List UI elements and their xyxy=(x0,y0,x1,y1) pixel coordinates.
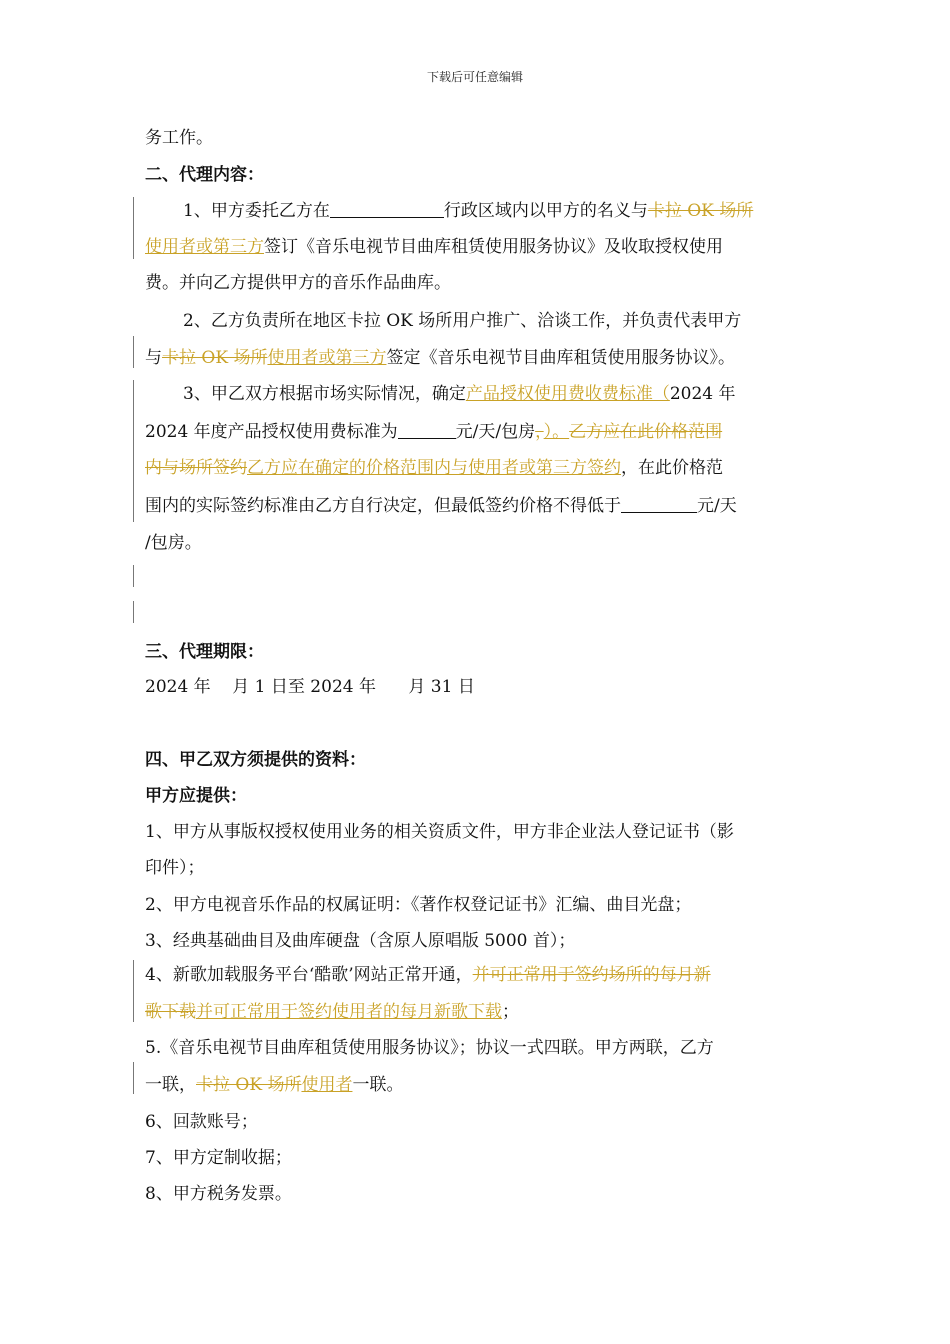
sub-heading xyxy=(145,784,810,808)
list-item xyxy=(145,856,810,880)
text: 印件）； xyxy=(145,858,205,878)
inserted-text: 使用者或第三方 xyxy=(145,237,264,257)
change-bar xyxy=(133,565,134,587)
text: 务工作。 xyxy=(145,128,213,148)
text: 与 xyxy=(145,348,162,368)
text: 元/天 xyxy=(697,496,737,516)
text: 费。并向乙方提供甲方的音乐作品曲库。 xyxy=(145,273,451,293)
change-bar xyxy=(133,601,134,623)
paragraph-line xyxy=(183,309,810,333)
text: 3、甲乙双方根据市场实际情况，确定 xyxy=(183,384,466,404)
text: ； xyxy=(502,1002,519,1022)
text: 6、回款账号； xyxy=(145,1112,258,1132)
text: 签定《音乐电视节目曲库租赁使用服务协议》。 xyxy=(386,348,735,368)
inserted-text: ）。 xyxy=(543,422,570,442)
text: 2024 年 xyxy=(669,384,736,404)
list-item xyxy=(145,893,810,917)
text: 一联， xyxy=(145,1075,196,1095)
paragraph-line xyxy=(145,456,810,480)
text: 4、新歌加载服务平台‘酷歌’网站正常开通， xyxy=(145,965,473,985)
list-item xyxy=(145,963,810,987)
text: 签订《音乐电视节目曲库租赁使用服务协议》及收取授权使用 xyxy=(264,237,723,257)
deleted-text: 卡拉 OK 场所 xyxy=(162,348,268,368)
fill-blank xyxy=(398,420,456,439)
text: 1、甲方委托乙方在 xyxy=(183,201,330,221)
list-item xyxy=(145,1110,810,1134)
deleted-text: 内与场所签约 xyxy=(145,458,247,478)
paragraph-line xyxy=(145,346,810,370)
paragraph-line xyxy=(145,235,810,259)
text: 5.《音乐电视节目曲库租赁使用服务协议》；协议一式四联。甲方两联，乙方 xyxy=(145,1038,714,1058)
text: 行政区域内以甲方的名义与 xyxy=(443,201,648,221)
paragraph-line xyxy=(145,675,810,699)
list-item xyxy=(145,1036,810,1060)
list-item xyxy=(145,1182,810,1206)
section-heading-2 xyxy=(145,163,810,187)
text: 7、甲方定制收据； xyxy=(145,1148,292,1168)
inserted-text: 使用者 xyxy=(301,1075,353,1095)
paragraph-line xyxy=(145,494,810,518)
text: /包房。 xyxy=(145,533,202,553)
heading-text: 二、代理内容： xyxy=(145,165,264,185)
text: 3、经典基础曲目及曲库硬盘（含原人原唱版 5000 首）； xyxy=(145,931,576,951)
list-item xyxy=(145,820,810,844)
term-text: 2024 年 月 1 日至 2024 年 月 31 日 xyxy=(145,677,475,697)
fill-blank xyxy=(621,494,697,513)
inserted-text: 并可正常用于签约使用者的每月新歌下载 xyxy=(196,1002,502,1022)
list-item xyxy=(145,929,810,953)
text: 8、甲方税务发票。 xyxy=(145,1184,292,1204)
deleted-text: 卡拉 OK 场所 xyxy=(647,201,754,221)
heading-text: 四、甲乙双方须提供的资料： xyxy=(145,750,366,770)
deleted-text: 乙方应在此价格范围 xyxy=(569,422,723,442)
paragraph-line xyxy=(145,420,810,444)
heading-text: 三、代理期限： xyxy=(145,642,264,662)
change-bar xyxy=(133,380,134,522)
inserted-text: 使用者或第三方 xyxy=(267,348,387,368)
change-bar xyxy=(133,1062,134,1094)
deleted-text: 歌下载 xyxy=(145,1002,196,1022)
deleted-text: ， xyxy=(535,422,544,442)
heading-text: 甲方应提供： xyxy=(145,786,247,806)
text: 1、甲方从事版权授权使用业务的相关资质文件，甲方非企业法人登记证书（影 xyxy=(145,822,734,842)
paragraph-line xyxy=(145,531,810,555)
text: 一联。 xyxy=(352,1075,404,1095)
change-bar xyxy=(133,336,134,368)
section-heading-4 xyxy=(145,748,810,772)
text: ，在此价格范 xyxy=(621,458,723,478)
paragraph-line xyxy=(145,126,810,150)
page-header: 下载后可任意编辑 xyxy=(426,70,523,84)
fill-blank xyxy=(330,199,444,218)
inserted-text: 乙方应在确定的价格范围内与使用者或第三方签约 xyxy=(247,458,621,478)
paragraph-line xyxy=(183,199,810,223)
list-item xyxy=(145,1000,810,1024)
deleted-text: 卡拉 OK 场所 xyxy=(196,1075,302,1095)
list-item xyxy=(145,1146,810,1170)
text: 2024 年度产品授权使用费标准为 xyxy=(145,422,398,442)
text: 围内的实际签约标准由乙方自行决定，但最低签约价格不得低于 xyxy=(145,496,621,516)
paragraph-line xyxy=(145,271,810,295)
deleted-text: 并可正常用于签约场所的每月新 xyxy=(472,965,711,985)
change-bar xyxy=(133,960,134,1022)
text: 2、甲方电视音乐作品的权属证明：《著作权登记证书》汇编、曲目光盘； xyxy=(145,895,692,915)
text: 元/天/包房 xyxy=(455,422,536,442)
list-item xyxy=(145,1073,810,1097)
change-bar xyxy=(133,197,134,259)
text: 2、乙方负责所在地区卡拉 OK 场所用户推广、洽谈工作，并负责代表甲方 xyxy=(183,311,742,331)
inserted-text: 产品授权使用费收费标准（ xyxy=(465,384,670,404)
paragraph-line xyxy=(183,382,810,406)
section-heading-3 xyxy=(145,640,810,664)
